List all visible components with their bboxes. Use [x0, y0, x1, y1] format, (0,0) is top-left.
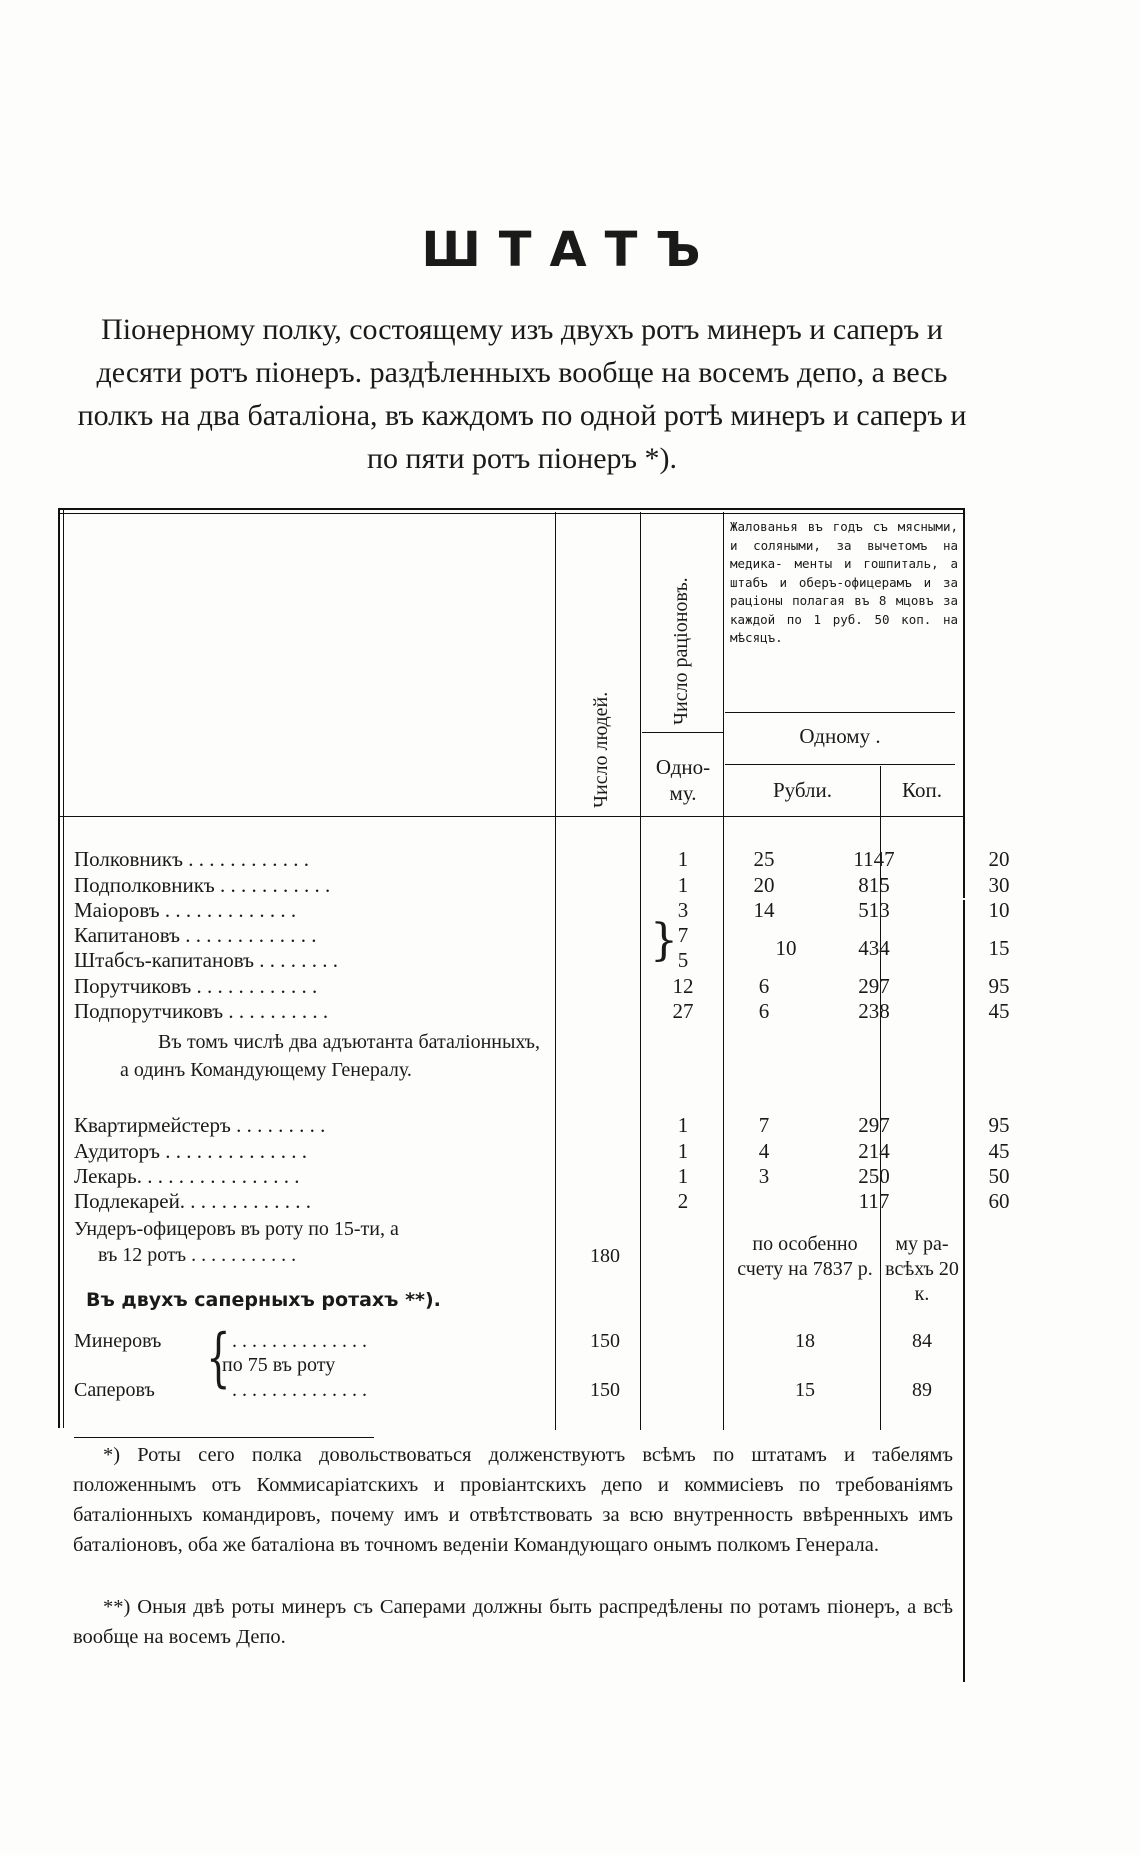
row-people: 1: [677, 873, 689, 897]
row-label: Полковникъ . . . . . . . . . . . .: [74, 847, 309, 871]
row-rations: 7: [758, 1113, 770, 1137]
row-kopecks: 95: [988, 1113, 1010, 1137]
row-label: Подлекарей. . . . . . . . . . . . .: [74, 1189, 312, 1213]
sappers-rubles: 15: [795, 1379, 815, 1401]
footnote-2: **) Оныя двѣ роты минеръ съ Саперами должны быть распредѣлены по ротамъ піонеръ, а всѣ вообще на восемъ Депо.: [73, 1596, 953, 1648]
row-kopecks: 45: [988, 1139, 1010, 1163]
nco-people: 180: [590, 1245, 620, 1267]
table-row: [74, 872, 1010, 898]
row-rubles: 214: [858, 1139, 890, 1163]
row-people: 1: [677, 1139, 689, 1163]
row-label: Лекарь. . . . . . . . . . . . . . . .: [74, 1164, 300, 1188]
row-rations: 20: [753, 873, 775, 897]
header-salary-each: Одному .: [799, 724, 881, 748]
header-salary-note: Жалованья въ годъ съ мясными, и соляными, за вычетомъ на медика- менты и гошпиталь, а штабъ и оберъ-офицерамъ и за раціоны полагая въ 8 мцовъ за каждой по 1 руб. 50 коп. на мѣсяцъ.: [730, 519, 958, 645]
row-label: Квартирмейстеръ . . . . . . . . .: [74, 1113, 326, 1137]
miners-label: Минеровъ: [74, 1330, 162, 1352]
table-left-border: [58, 508, 64, 1428]
row-label: Порутчиковъ . . . . . . . . . . . .: [74, 974, 318, 998]
row-rations: 10: [775, 936, 797, 960]
row-label: Маіоровъ . . . . . . . . . . . . .: [74, 898, 297, 922]
row-people: 12: [672, 974, 694, 998]
row-people: 5: [677, 948, 689, 972]
brace-miners-sappers: {: [206, 1321, 231, 1395]
table-row: [74, 1112, 1010, 1138]
adjutant-note: Въ томъ числѣ два адъютанта баталіонныхъ, а одинъ Командующему Генералу.: [120, 1031, 540, 1081]
row-rations: 25: [753, 847, 775, 871]
row-label: Подполковникъ . . . . . . . . . . .: [74, 873, 331, 897]
row-kopecks: 60: [988, 1189, 1010, 1213]
nco-label-line1: Ундеръ-офицеровъ въ роту по 15-ти, а: [74, 1218, 399, 1240]
row-kopecks: 15: [988, 936, 1010, 960]
row-kopecks: 30: [988, 873, 1010, 897]
nco-rubles: по особенно счету на 7837 р.: [737, 1233, 873, 1280]
row-people: 2: [677, 1189, 689, 1213]
header-rations: Число раціоновъ.: [670, 577, 692, 725]
nco-label-line2: въ 12 ротъ . . . . . . . . . . .: [98, 1244, 297, 1266]
page-title: ШТАТЪ: [421, 222, 719, 278]
table-top-border: [58, 508, 963, 514]
header-divider: [60, 816, 965, 817]
row-people: 1: [677, 1164, 689, 1188]
sappers-kopecks: 89: [912, 1379, 932, 1401]
sappers-dots: . . . . . . . . . . . . . .: [232, 1379, 367, 1401]
header-rations-each: Одно- му.: [655, 755, 711, 805]
page-subtitle: Піонерному полку, состоящему изъ двухъ ротъ минеръ и саперъ и десяти ротъ піонеръ. раздѣленныхъ вообще на восемъ депо, а весь полкъ на два баталіона, въ каждомъ по одной ротѣ минеръ и саперъ и по пяти ротъ піонеръ *).: [77, 313, 967, 475]
row-label: Аудиторъ . . . . . . . . . . . . . .: [74, 1139, 307, 1163]
brace-captains: }: [650, 915, 678, 966]
row-rations: 14: [753, 898, 775, 922]
header-people: Число людей.: [590, 691, 612, 808]
row-rubles: 297: [858, 1113, 890, 1137]
miners-rubles: 18: [795, 1330, 815, 1352]
row-kopecks: 95: [988, 974, 1010, 998]
row-rubles: 815: [858, 873, 890, 897]
row-label: Штабсъ-капитановъ . . . . . . . .: [74, 948, 338, 972]
table-row: [74, 1188, 1010, 1214]
table-row: [74, 846, 1010, 872]
miners-people: 150: [590, 1330, 620, 1352]
row-rubles: 1147: [853, 847, 895, 871]
sapper-heading: Въ двухъ саперныхъ ротахъ **).: [86, 1289, 441, 1311]
row-rations: 4: [758, 1139, 770, 1163]
row-people: 27: [672, 999, 694, 1023]
row-rubles: 250: [858, 1164, 890, 1188]
table-row-group: [74, 935, 1010, 961]
footnote-rule: [74, 1437, 374, 1438]
row-rations: 6: [758, 999, 770, 1023]
table-row: [74, 1163, 1010, 1189]
table-right-border: [963, 508, 969, 898]
per-company-note: по 75 въ роту: [222, 1354, 336, 1376]
row-kopecks: 20: [988, 847, 1010, 871]
rations-sub-divider: [642, 732, 723, 733]
miners-dots: . . . . . . . . . . . . . .: [232, 1330, 367, 1352]
row-label: Капитановъ . . . . . . . . . . . . .: [74, 923, 317, 947]
row-label: Подпорутчиковъ . . . . . . . . . .: [74, 999, 329, 1023]
sappers-people: 150: [590, 1379, 620, 1401]
row-kopecks: 50: [988, 1164, 1010, 1188]
row-people: 1: [677, 847, 689, 871]
row-rubles: 513: [858, 898, 890, 922]
row-rubles: 434: [858, 936, 890, 960]
header-rubles: Рубли.: [772, 778, 833, 802]
row-rubles: 297: [858, 974, 890, 998]
row-rubles: 238: [858, 999, 890, 1023]
row-people: 1: [677, 1113, 689, 1137]
footnote-1: *) Роты сего полка довольствоваться долженствуютъ всѣмъ по штатамъ и табелямъ положеннымъ отъ Коммисаріатскихъ и провіантскихъ депо и коммисіевъ по требованіямъ баталіонныхъ командировъ, почему имъ и отвѣтствовать за всю внутренность ввѣренныхъ имъ баталіоновъ, оба же баталіона въ точномъ веденіи Командующаго онымъ полкомъ Генерала.: [73, 1444, 953, 1556]
row-rations: 6: [758, 974, 770, 998]
salary-sub-divider: [725, 712, 955, 713]
table-row: [74, 897, 1010, 923]
row-people: 3: [677, 898, 689, 922]
sappers-label: Саперовъ: [74, 1379, 155, 1401]
row-rations: 3: [758, 1164, 770, 1188]
row-people: 7: [677, 923, 689, 947]
nco-kopecks: му ра- всѣхъ 20 к.: [885, 1233, 959, 1305]
table-row: [74, 973, 1010, 999]
salary-sub-divider-2: [725, 764, 955, 765]
row-kopecks: 45: [988, 999, 1010, 1023]
table-row: [74, 998, 1010, 1024]
table-row: [74, 1138, 1010, 1164]
row-rubles: 117: [858, 1189, 890, 1213]
miners-kopecks: 84: [912, 1330, 932, 1352]
row-kopecks: 10: [988, 898, 1010, 922]
header-kopecks: Коп.: [902, 778, 942, 802]
